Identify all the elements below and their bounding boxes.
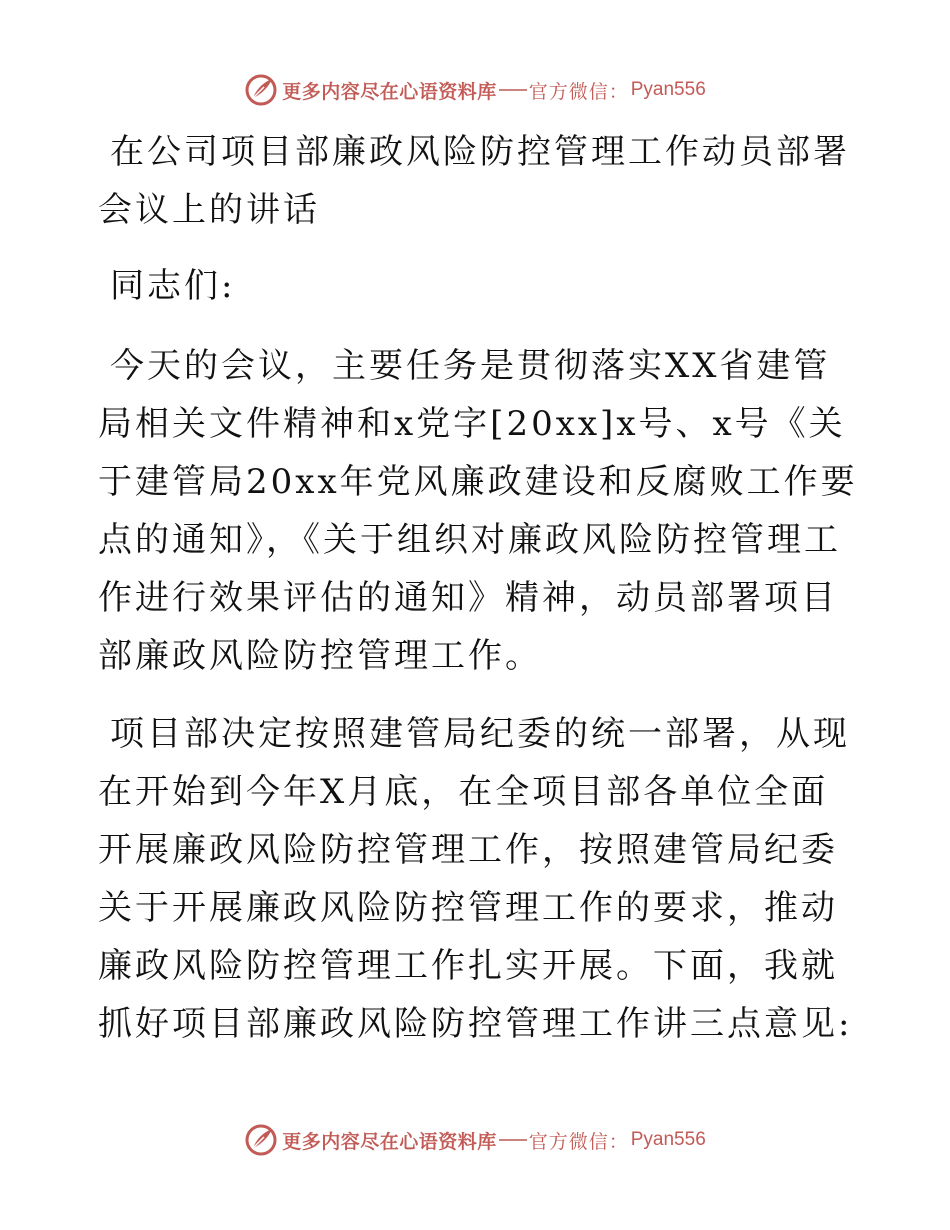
paragraph-1: 今天的会议，主要任务是贯彻落实XX省建管局相关文件精神和x党字[20xx]x号、x号《关于建管局20xx年党风廉政建设和反腐败工作要点的通知》，《关于组织对廉政风险防控管理工作进行效果评估的通知》精神，动员部署项目部廉政风险防控管理工作。 bbox=[98, 346, 858, 676]
document-title: 在公司项目部廉政风险防控管理工作动员部署会议上的讲话 bbox=[98, 132, 850, 230]
watermark-account: Pyan556 bbox=[630, 79, 706, 100]
watermark-wechat-label: 官方微信： bbox=[528, 80, 629, 103]
paragraph-2: 项目部决定按照建管局纪委的统一部署，从现在开始到今年X月底，在全项目部各单位全面开展廉政风险防控管理工作，按照建管局纪委关于开展廉政风险防控管理工作的要求，推动廉政风险防控管理工作扎实开展。下面，我就抓好项目部廉政风险防控管理工作讲三点意见: bbox=[98, 714, 853, 1044]
watermark-brand: 更多内容尽在心语资料库 bbox=[282, 80, 497, 103]
document-body bbox=[98, 123, 858, 1073]
watermark-dash bbox=[499, 89, 527, 91]
document-salutation: 同志们: bbox=[110, 266, 236, 306]
watermark-footer bbox=[0, 1120, 950, 1160]
watermark-account: Pyan556 bbox=[630, 1129, 706, 1150]
feather-pen-logo-icon bbox=[244, 1123, 278, 1157]
watermark-brand: 更多内容尽在心语资料库 bbox=[282, 1130, 497, 1153]
watermark-dash bbox=[499, 1139, 527, 1141]
feather-pen-logo-icon bbox=[244, 73, 278, 107]
watermark-wechat-label: 官方微信： bbox=[528, 1130, 629, 1153]
watermark-header bbox=[0, 70, 950, 110]
